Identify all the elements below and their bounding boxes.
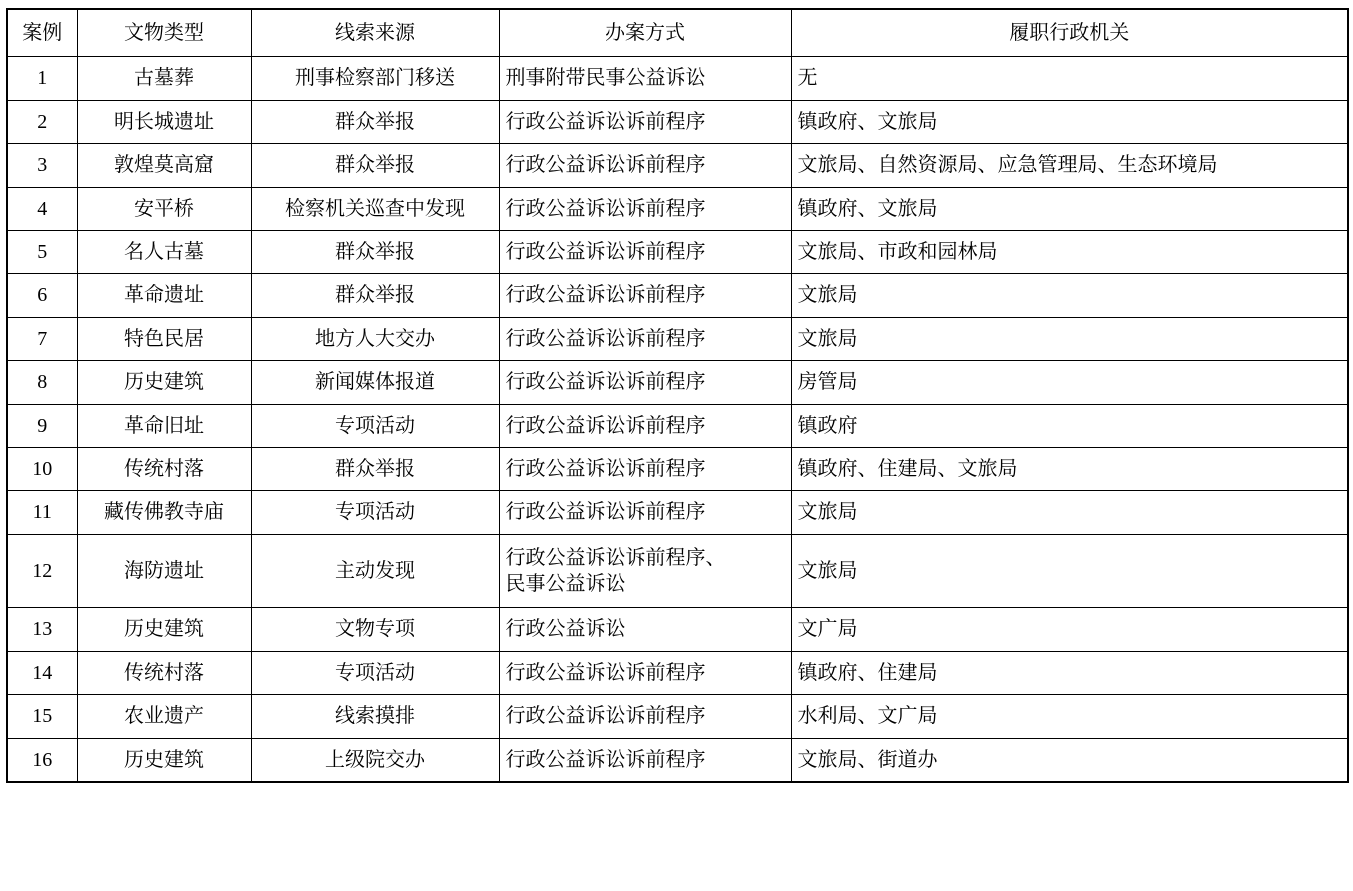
table-row	[7, 274, 1348, 317]
cell-clue-source: 刑事检察部门移送	[251, 57, 499, 100]
cell-clue-source: 群众举报	[251, 447, 499, 490]
table-row	[7, 100, 1348, 143]
table-row	[7, 695, 1348, 738]
cell-case-method: 行政公益诉讼诉前程序	[499, 230, 791, 273]
table-row	[7, 608, 1348, 651]
cell-clue-source: 上级院交办	[251, 738, 499, 782]
cell-case-no: 13	[7, 608, 77, 651]
cell-clue-source: 主动发现	[251, 534, 499, 608]
cell-case-method: 行政公益诉讼诉前程序	[499, 447, 791, 490]
cell-case-no: 11	[7, 491, 77, 534]
cell-admin-organ: 镇政府	[791, 404, 1348, 447]
cell-admin-organ: 文旅局	[791, 534, 1348, 608]
cell-clue-source: 线索摸排	[251, 695, 499, 738]
table-row	[7, 144, 1348, 187]
cell-admin-organ: 文广局	[791, 608, 1348, 651]
cell-case-method: 行政公益诉讼诉前程序	[499, 695, 791, 738]
cell-case-method: 行政公益诉讼诉前程序	[499, 187, 791, 230]
cell-case-no: 1	[7, 57, 77, 100]
cell-admin-organ: 文旅局	[791, 274, 1348, 317]
cell-clue-source: 群众举报	[251, 274, 499, 317]
cell-case-method: 行政公益诉讼诉前程序	[499, 144, 791, 187]
cell-clue-source: 专项活动	[251, 404, 499, 447]
table-header	[7, 9, 1348, 57]
case-summary-table	[6, 8, 1349, 783]
cell-case-no: 14	[7, 651, 77, 694]
cell-case-method: 行政公益诉讼诉前程序	[499, 651, 791, 694]
cell-case-no: 8	[7, 361, 77, 404]
column-header-case-method: 办案方式	[499, 9, 791, 57]
table-row	[7, 447, 1348, 490]
cell-admin-organ: 水利局、文广局	[791, 695, 1348, 738]
cell-admin-organ: 无	[791, 57, 1348, 100]
cell-case-method: 行政公益诉讼诉前程序	[499, 491, 791, 534]
cell-admin-organ: 镇政府、住建局	[791, 651, 1348, 694]
cell-admin-organ: 镇政府、文旅局	[791, 187, 1348, 230]
cell-relic-type: 藏传佛教寺庙	[77, 491, 251, 534]
cell-relic-type: 明长城遗址	[77, 100, 251, 143]
cell-relic-type: 安平桥	[77, 187, 251, 230]
cell-admin-organ: 文旅局、自然资源局、应急管理局、生态环境局	[791, 144, 1348, 187]
table-row	[7, 651, 1348, 694]
cell-case-no: 3	[7, 144, 77, 187]
cell-relic-type: 革命遗址	[77, 274, 251, 317]
cell-clue-source: 新闻媒体报道	[251, 361, 499, 404]
column-header-relic-type: 文物类型	[77, 9, 251, 57]
table-row	[7, 230, 1348, 273]
cell-relic-type: 历史建筑	[77, 608, 251, 651]
cell-relic-type: 农业遗产	[77, 695, 251, 738]
cell-case-no: 9	[7, 404, 77, 447]
column-header-case-no: 案例	[7, 9, 77, 57]
cell-relic-type: 海防遗址	[77, 534, 251, 608]
table-row	[7, 317, 1348, 360]
cell-case-method: 行政公益诉讼诉前程序	[499, 404, 791, 447]
cell-relic-type: 特色民居	[77, 317, 251, 360]
cell-admin-organ: 房管局	[791, 361, 1348, 404]
cell-clue-source: 检察机关巡查中发现	[251, 187, 499, 230]
cell-clue-source: 群众举报	[251, 230, 499, 273]
cell-clue-source: 专项活动	[251, 651, 499, 694]
cell-case-method: 行政公益诉讼诉前程序	[499, 361, 791, 404]
column-header-admin-organ: 履职行政机关	[791, 9, 1348, 57]
cell-relic-type: 历史建筑	[77, 738, 251, 782]
cell-case-method: 行政公益诉讼诉前程序	[499, 274, 791, 317]
cell-admin-organ: 镇政府、住建局、文旅局	[791, 447, 1348, 490]
cell-clue-source: 地方人大交办	[251, 317, 499, 360]
cell-case-method: 行政公益诉讼诉前程序	[499, 317, 791, 360]
cell-case-no: 4	[7, 187, 77, 230]
cell-case-no: 2	[7, 100, 77, 143]
cell-relic-type: 革命旧址	[77, 404, 251, 447]
cell-clue-source: 专项活动	[251, 491, 499, 534]
table-row	[7, 534, 1348, 608]
cell-case-method: 行政公益诉讼诉前程序	[499, 738, 791, 782]
cell-relic-type: 名人古墓	[77, 230, 251, 273]
cell-admin-organ: 文旅局、街道办	[791, 738, 1348, 782]
cell-case-no: 15	[7, 695, 77, 738]
cell-case-method: 行政公益诉讼	[499, 608, 791, 651]
table-body	[7, 57, 1348, 782]
cell-relic-type: 历史建筑	[77, 361, 251, 404]
cell-case-no: 10	[7, 447, 77, 490]
table-row	[7, 187, 1348, 230]
cell-case-method: 行政公益诉讼诉前程序、 民事公益诉讼	[499, 534, 791, 608]
cell-admin-organ: 文旅局、市政和园林局	[791, 230, 1348, 273]
cell-case-method: 行政公益诉讼诉前程序	[499, 100, 791, 143]
cell-case-method: 刑事附带民事公益诉讼	[499, 57, 791, 100]
table-row	[7, 361, 1348, 404]
cell-case-no: 16	[7, 738, 77, 782]
table-row	[7, 738, 1348, 782]
cell-case-no: 7	[7, 317, 77, 360]
cell-relic-type: 敦煌莫高窟	[77, 144, 251, 187]
column-header-clue-source: 线索来源	[251, 9, 499, 57]
cell-relic-type: 传统村落	[77, 447, 251, 490]
cell-clue-source: 文物专项	[251, 608, 499, 651]
cell-admin-organ: 镇政府、文旅局	[791, 100, 1348, 143]
table-row	[7, 57, 1348, 100]
cell-clue-source: 群众举报	[251, 100, 499, 143]
cell-clue-source: 群众举报	[251, 144, 499, 187]
cell-case-no: 5	[7, 230, 77, 273]
cell-relic-type: 古墓葬	[77, 57, 251, 100]
table-row	[7, 491, 1348, 534]
table-row	[7, 404, 1348, 447]
table-header-row	[7, 9, 1348, 57]
cell-case-no: 12	[7, 534, 77, 608]
cell-admin-organ: 文旅局	[791, 317, 1348, 360]
cell-admin-organ: 文旅局	[791, 491, 1348, 534]
cell-case-no: 6	[7, 274, 77, 317]
cell-relic-type: 传统村落	[77, 651, 251, 694]
